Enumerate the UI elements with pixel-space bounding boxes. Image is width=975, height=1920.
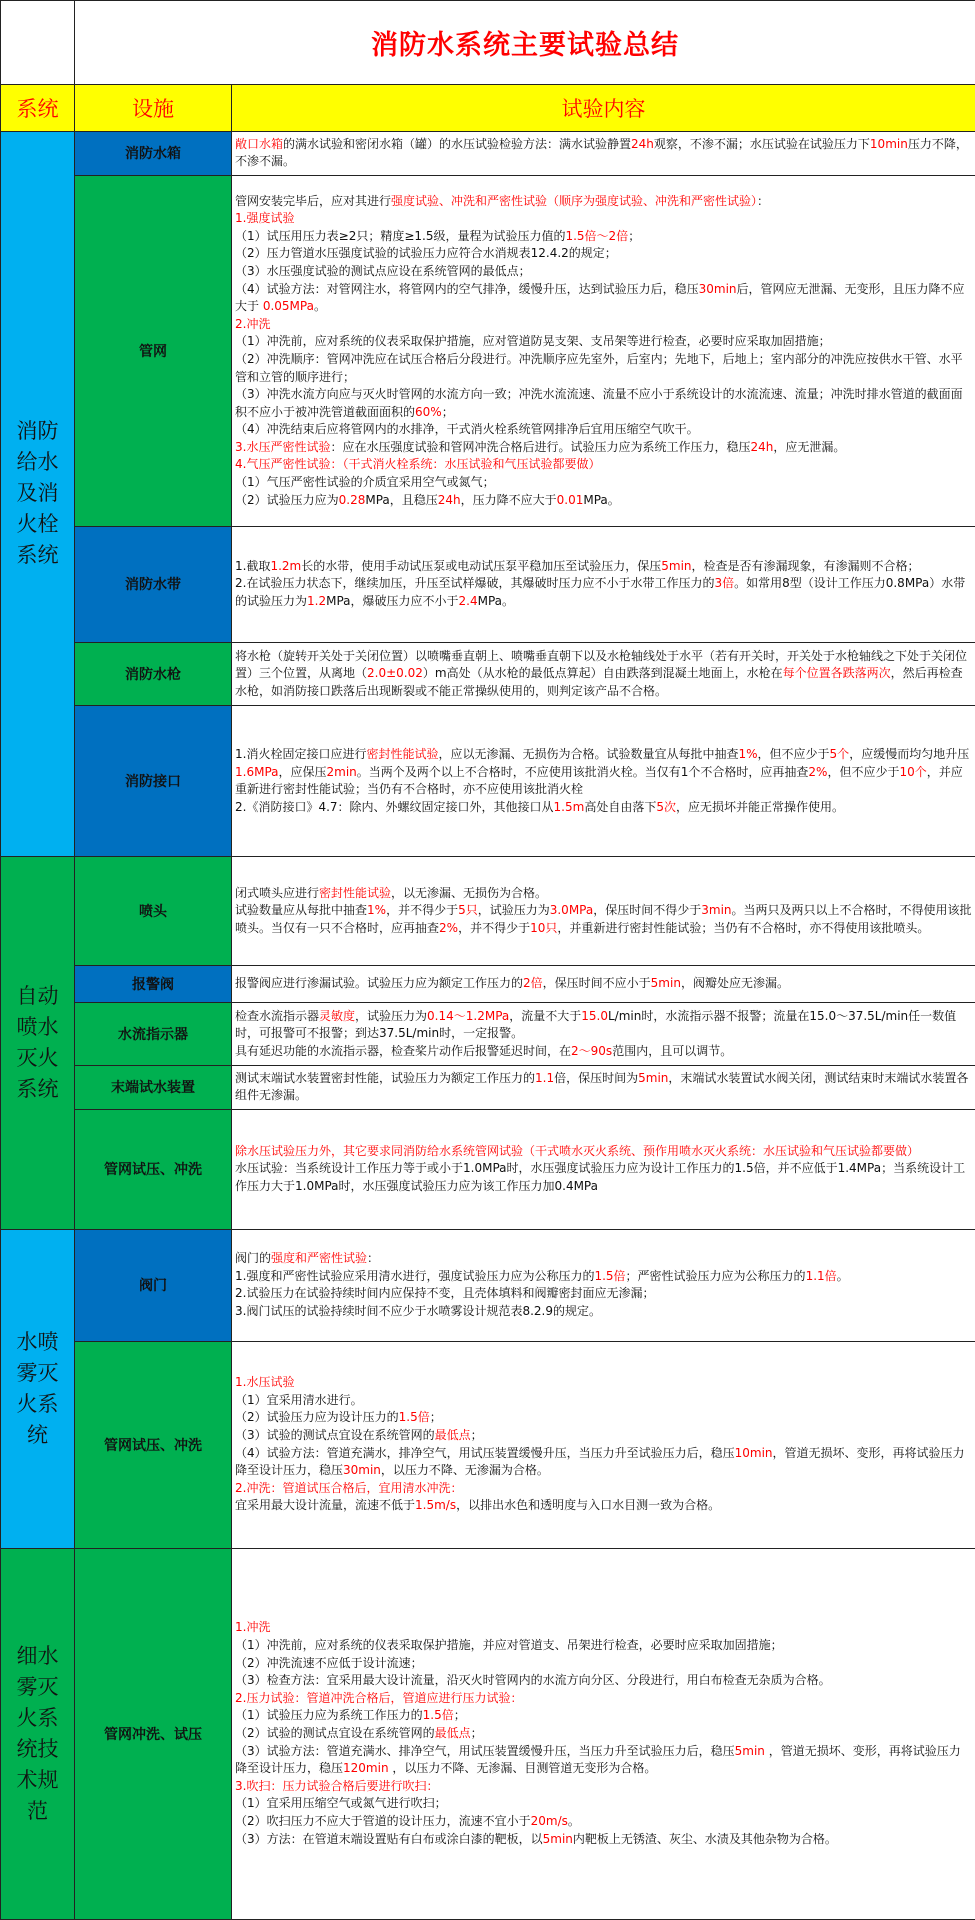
content-line [235,1043,972,1061]
body-text: ； [470,1428,483,1443]
emphasis-text: 4.气压严密性试验：（干式消火栓系统：水压试验和气压试验都要做） [235,457,601,472]
content-line [235,1619,972,1637]
emphasis-text: 30min [698,281,737,296]
body-text: 阀门的 [235,1250,272,1265]
body-text: 水压试验：当系统设计工作压力等于或小于1.0MPa时，水压强度试验压力应为设计工作压力的1.5倍，并不应低于1.4MPa；当系统设计工作压力大于1.0MPa时，水压强度试验压力应为该工作压力加0.4MPa [235,1161,966,1193]
body-text: 观察，不渗不漏；水压试验在试验压力下 [653,136,870,151]
body-text: ：应在水压强度试验和管网冲洗合格后进行。试验压力应为系统工作压力，稳压 [330,439,751,454]
table-row [1,1341,975,1548]
body-text: （2）试验压力应为 [235,492,339,507]
body-text: 。当两只及两只以上不合格时，不得使用该批喷头。当仅有一只不合格时，应再抽查 [235,903,972,936]
content-line [235,351,972,386]
emphasis-text: 1.5m/s [415,1498,457,1513]
body-text: ； [429,1410,442,1425]
body-text: 3.阀门试压的试验持续时间不应少于水喷雾设计规范表8.2.9的规定。 [235,1303,601,1318]
emphasis-text: 1.1倍 [805,1268,837,1283]
body-text: 试验数量应从每批中抽查 [235,903,368,918]
emphasis-text: 强度试验、冲洗和严密性试验（顺序为强度试验、冲洗和严密性试验） [391,193,758,208]
test-content-cell [232,1548,975,1919]
body-text: ； [628,228,641,243]
body-text: 1.强度和严密性试验应采用清水进行，强度试验压力应为公称压力的 [235,1268,595,1283]
content-line [235,1143,972,1161]
emphasis-text: 0.01 [556,492,584,507]
content-line [235,1008,972,1043]
content-line [235,1655,972,1673]
table-row [1,176,975,526]
emphasis-text: 10只 [530,921,558,936]
content-line [235,1374,972,1392]
header-facility: 设施 [75,84,232,131]
body-text: （2）试验的测试点宜设在系统管网的 [235,1726,435,1740]
facility-name-cell: 管网试压、冲洗 [75,1109,232,1229]
body-text: （4）试验方法：对管网注水，将管网内的空气排净，缓慢升压，达到试验压力后，稳压 [235,281,699,296]
body-text: ，应缓慢而均匀地升压 [849,746,970,761]
body-text: ，并重新进行密封性能试验；当仍有不合格时，亦不得使用该批喷头。 [557,921,930,936]
body-text: ，然后再检查水枪，如消防接口跌落后出现断裂或不能正常操纵使用的，则判定该产品不合格。 [235,666,963,698]
body-text: ； [441,404,454,419]
body-text: 压力不降，不渗不漏。 [235,136,968,169]
content-line [235,1303,972,1321]
facility-name-cell: 管网 [75,176,232,526]
body-text: 测试末端试水装置密封性能，试验压力为额定工作压力的 [235,1070,536,1085]
body-text: （2）吹扫压力不应大于管道的设计压力，流速不宜小于 [235,1813,531,1828]
body-text: ，阀瓣处应无渗漏。 [680,976,789,991]
body-text: ： [367,1250,380,1265]
page-title: 消防水系统主要试验总结 [75,1,975,85]
emphasis-text: 敞口水箱 [235,136,284,151]
content-line [235,746,972,799]
emphasis-text: 60% [415,404,442,419]
emphasis-text: 5次 [656,799,676,814]
emphasis-text: 3.吹扫：压力试验合格后要进行吹扫： [235,1778,439,1793]
emphasis-text: 30min [343,1463,381,1478]
content-line [235,1497,972,1515]
body-text: ；严密性试验压力应为公称压力的 [625,1268,806,1283]
emphasis-text: 灵敏度 [319,1008,356,1023]
emphasis-text: 2% [439,921,459,936]
content-line [235,1160,972,1195]
content-line [235,333,972,351]
emphasis-text: 24h [631,136,654,151]
body-text: （1）宜采用清水进行。 [235,1392,363,1407]
body-text: 长的水带，使用手动试压泵或电动试压泵平稳加压至试验压力，保压 [301,558,662,573]
emphasis-text: 5min [638,1070,669,1085]
body-text: ，保压时间不应小于 [542,976,651,991]
content-line [235,975,972,993]
body-text: 。当两个及两个以上不合格时，不应使用该批消火栓。当仅有1个不合格时，应再抽查 [356,764,809,779]
header-row [1,84,975,131]
body-text: （2）冲洗顺序：管网冲洗应在试压合格后分段进行。冲洗顺序应先室外，后室内；先地下，后地上；室内部分的冲洗应按供水干管、水平管和立管的顺序进行； [235,351,963,384]
facility-name-cell: 水流指示器 [75,1003,232,1066]
content-line [235,1725,972,1743]
content-line [235,210,972,228]
emphasis-text: 1.强度试验 [235,211,295,226]
emphasis-text: 0.14～1.2MPa [427,1008,510,1023]
test-content-cell [232,526,975,643]
emphasis-text: 2min [326,764,357,779]
content-line [235,902,972,937]
emphasis-text: 10min [869,136,908,151]
emphasis-text: 2.压力试验：管道冲洗合格后，管道应进行压力试验： [235,1690,523,1705]
system-name-cell: 细水雾灭火系统技术规范 [1,1548,75,1919]
body-text: （3）方法：在管道末端设置贴有白布或涂白漆的靶板，以 [235,1831,543,1846]
body-text: ，管道无损坏、变形，再将试验压力降至设计压力，稳压 [235,1445,965,1478]
facility-name-cell: 阀门 [75,1229,232,1341]
emphasis-text: 1.6MPa [235,764,279,779]
body-text: 高处自由落下 [584,799,657,814]
test-content-cell [232,1341,975,1548]
content-line [235,1743,972,1778]
body-text: MPa。 [477,594,515,609]
emphasis-text: 3.0MPa [549,903,594,918]
content-line [235,1250,972,1268]
content-line [235,474,972,492]
body-text: （1）试压用压力表≥2只；精度≥1.5级，量程为试验压力值的 [235,228,566,243]
body-text: MPa。 [583,492,620,507]
body-text: ，但不应少于 [757,746,830,761]
body-text: （4）冲洗结束后应将管网内的水排净，干式消火栓系统管网排净后宜用压缩空气吹干。 [235,422,699,437]
body-text: （1）气压严密性试验的介质宜采用空气或氮气； [235,475,495,490]
facility-name-cell: 喷头 [75,857,232,966]
table-row [1,1003,975,1066]
body-text: ，并不得少于 [386,903,459,918]
emphasis-text: 1.5倍 [398,1410,430,1425]
test-content-cell [232,1066,975,1110]
content-line [235,1707,972,1725]
emphasis-text: 0.05MPa [262,299,314,314]
body-text: （3）水压强度试验的测试点应设在系统管网的最低点； [235,263,531,278]
test-content-cell [232,857,975,966]
content-line [235,799,972,817]
body-text: 1.消火栓固定接口应进行 [235,746,367,761]
facility-name-cell: 消防水枪 [75,643,232,706]
emphasis-text: 10min [734,1445,773,1460]
content-line [235,1480,972,1498]
body-text: ，管道无损坏、变形，再将试验压力降至设计压力，稳压 [235,1743,961,1776]
emphasis-text: 20m/s [530,1813,568,1828]
table-row [1,131,975,176]
content-line [235,1831,972,1849]
body-text: ，以无渗漏、无损伤为合格。 [391,885,548,900]
emphasis-text: 15.0 [581,1008,608,1023]
content-line [235,228,972,246]
emphasis-text: 2% [808,764,828,779]
emphasis-text: 1.水压试验 [235,1375,295,1390]
body-text: （1）冲洗前，应对系统的仪表采取保护措施，并应对管道支、吊架进行检查，必要时应采取加固措施； [235,1638,783,1653]
emphasis-text: 2～90s [571,1043,613,1058]
content-line [235,648,972,701]
emphasis-text: 1.2 [307,594,327,609]
test-content-cell [232,1109,975,1229]
system-name-cell: 消防给水及消火栓系统 [1,131,75,857]
body-text: ，以压力不降、无渗漏为合格。 [380,1463,549,1478]
test-content-cell [232,1229,975,1341]
body-text: ，保压时间不得少于 [593,903,702,918]
test-content-cell [232,966,975,1003]
emphasis-text: 5只 [458,903,478,918]
emphasis-text: 密封性能试验 [366,746,439,761]
emphasis-text: 最低点 [434,1428,471,1443]
content-line [235,575,972,610]
emphasis-text: 24h [437,492,461,507]
body-text: ，检查是否有渗漏现象，有渗漏则不合格； [691,558,920,573]
content-line [235,1070,972,1105]
emphasis-text: 2.冲洗 [235,316,271,331]
body-text: MPa，且稳压 [365,492,438,507]
content-line [235,492,972,510]
content-line [235,136,972,171]
emphasis-text: 最低点 [434,1726,471,1740]
table-row [1,643,975,706]
content-line [235,1690,972,1708]
test-content-cell [232,131,975,176]
body-text: 管网安装完毕后，应对其进行 [235,193,392,208]
emphasis-text: 5个 [829,746,850,761]
emphasis-text: 5min [650,976,681,991]
body-text: 1.截取 [235,558,271,573]
body-text: 倍，保压时间为 [554,1070,639,1085]
table-row [1,1229,975,1341]
body-text: ，试验压力为 [355,1008,428,1023]
body-text: ，应无损坏并能正常操作使用。 [675,799,844,814]
body-text: 。 [836,1268,849,1283]
body-text: ，试验压力为 [477,903,550,918]
body-text: （1）试验压力应为系统工作压力的 [235,1708,423,1723]
facility-name-cell: 末端试水装置 [75,1066,232,1110]
body-text: ，末端试水装置试水阀关闭，测试结束时末端试水装置各组件无渗漏。 [235,1070,969,1103]
emphasis-text: 0.28 [338,492,366,507]
emphasis-text: 2.冲洗：管道试压合格后，宜用清水冲洗： [235,1480,463,1495]
content-line [235,1795,972,1813]
emphasis-text: 1% [367,903,387,918]
content-line [235,1672,972,1690]
facility-name-cell: 消防水带 [75,526,232,643]
emphasis-text: 1.5m [553,799,585,814]
emphasis-text: 每个位置各跌落两次 [782,666,891,681]
body-text: （1）宜采用压缩空气或氮气进行吹扫； [235,1796,447,1811]
body-text: 闭式喷头应进行 [235,885,320,900]
content-line [235,439,972,457]
body-text: ； [453,1708,466,1723]
content-line [235,386,972,421]
body-text: （3）试验方法：管道充满水、排净空气，用试压装置缓慢升压，当压力升至试验压力后，稳压 [235,1743,735,1758]
emphasis-text: 1% [738,746,758,761]
emphasis-text: 2倍 [523,976,543,991]
body-text: ，以排出水色和透明度与入口水目测一致为合格。 [456,1498,721,1513]
body-text: 后，管网应无泄漏、无变形，且压力降不应大于 [235,281,965,314]
content-line [235,263,972,281]
emphasis-text: 2.4 [458,594,478,609]
emphasis-text: 1.1 [535,1070,555,1085]
emphasis-text: 1.5倍 [594,1268,626,1283]
facility-name-cell: 消防水箱 [75,131,232,176]
emphasis-text: 1.5倍～2倍 [565,228,629,243]
emphasis-text: 5min [734,1743,765,1758]
emphasis-text: 5min [661,558,692,573]
emphasis-text: 3倍 [714,576,735,591]
body-text: （2）冲洗流速不应低于设计流速； [235,1655,423,1670]
emphasis-text: 3.水压严密性试验 [235,439,331,454]
content-line [235,1285,972,1303]
body-text: （2）试验压力应为设计压力的 [235,1410,399,1425]
table-row [1,1548,975,1919]
content-line [235,245,972,263]
body-text: MPa，爆破压力应不小于 [326,594,459,609]
test-content-cell [232,176,975,526]
content-line [235,193,972,211]
content-line [235,316,972,334]
body-text: 。如常用8型（设计工作压力0.8MPa）水带的试验压力为 [235,576,966,609]
content-line [235,421,972,439]
table-row [1,1066,975,1110]
body-text: ，流量不大于 [509,1008,582,1023]
content-line [235,885,972,903]
body-text: ，压力降不应大于 [460,492,557,507]
test-content-cell [232,643,975,706]
body-text: 的满水试验和密闭水箱（罐）的水压试验检验方法：满水试验静置 [283,136,632,151]
content-line [235,1392,972,1410]
body-text: 具有延迟功能的水流指示器，检查桨片动作后报警延迟时间，在 [235,1043,572,1058]
body-text: ，但不应少于 [827,764,900,779]
body-text: ，以压力不降、无渗漏、目测管道无变形为合格。 [388,1761,657,1776]
table-row [1,857,975,966]
emphasis-text: 除水压试验压力外，其它要求同消防给水系统管网试验（干式喷水灭火系统、预作用喷水灭火系统：水压试验和气压试验都要做） [235,1143,920,1158]
content-line [235,1427,972,1445]
body-text: 2.在试验压力状态下，继续加压，升压至试样爆破，其爆破时压力应不小于水带工作压力的 [235,576,715,591]
emphasis-text: 2.0±0.02 [367,666,423,681]
body-text: （4）试验方法：管道充满水，排净空气，用试压装置缓慢升压，当压力升至试验压力后，稳压 [235,1445,735,1460]
body-text: （3）检查方法：宜采用最大设计流量，沿灭火时管网内的水流方向分区、分段进行，用白布检查无杂质为合格。 [235,1673,831,1688]
body-text: （2）压力管道水压强度试验的试验压力应符合水消规表12.4.2的规定； [235,246,617,261]
body-text: ； [470,1726,483,1740]
test-content-cell [232,705,975,856]
body-text: 内靶板上无锈渣、灰尘、水渍及其他杂物为合格。 [572,1831,837,1846]
body-text: ，应以无渗漏、无损伤为合格。试验数量宜从每批中抽查 [438,746,739,761]
emphasis-text: 1.冲洗 [235,1620,271,1635]
facility-name-cell: 管网冲洗、试压 [75,1548,232,1919]
content-line [235,1445,972,1480]
emphasis-text: 24h [750,439,774,454]
body-text: ，应无泄漏。 [773,439,846,454]
content-line [235,1637,972,1655]
system-name-cell: 自动喷水灭火系统 [1,857,75,1229]
table-row [1,526,975,643]
body-text: （1）冲洗前，应对系统的仪表采取保护措施，应对管道防晃支架、支吊架等进行检查，必要时应采取加固措施； [235,334,831,349]
emphasis-text: 密封性能试验 [319,885,392,900]
table-row [1,705,975,856]
content-line [235,1778,972,1796]
body-text: 范围内，且可以调节。 [612,1043,733,1058]
body-text: ： [757,193,770,208]
emphasis-text: 5min [542,1831,573,1846]
body-text: ，应保压 [278,764,327,779]
body-text: L/min时，水流指示器不报警；流量在15.0～37.5L/min任一数值时，可报警可不报警；到达37.5L/min时，一定报警。 [235,1008,957,1041]
title-row [1,1,975,85]
test-content-cell [232,1003,975,1066]
emphasis-text: 强度和严密性试验 [271,1250,368,1265]
content-line [235,456,972,474]
content-line [235,1268,972,1286]
facility-name-cell: 报警阀 [75,966,232,1003]
title-spacer [1,1,75,85]
system-name-cell: 水喷雾灭火系统 [1,1229,75,1548]
facility-name-cell: 管网试压、冲洗 [75,1341,232,1548]
body-text: 检查水流指示器 [235,1008,320,1023]
content-line [235,1813,972,1831]
header-system: 系统 [1,84,75,131]
body-text: ）m高处（从水枪的最低点算起）自由跌落到混凝土地面上，水枪在 [422,666,783,681]
body-text: 。 [313,299,326,314]
emphasis-text: 3min [701,903,732,918]
content-line [235,281,972,316]
emphasis-text: 1.5倍 [422,1708,454,1723]
body-text: 2.试验压力在试验持续时间内应保持不变，且壳体填料和阀瓣密封面应无渗漏； [235,1286,655,1301]
body-text: 2.《消防接口》4.7：除内、外螺纹固定接口外，其他接口从 [235,799,554,814]
facility-name-cell: 消防接口 [75,705,232,856]
body-text: 将水枪（旋转开关处于关闭位置）以喷嘴垂直朝上、喷嘴垂直朝下以及水枪轴线处于水平（若有开关时，开关处于水枪轴线之下处于关闭位置）三个位置，从离地（ [235,648,968,681]
emphasis-text: 1.2m [270,558,302,573]
header-content: 试验内容 [232,84,975,131]
body-text: 宜采用最大设计流量，流速不低于 [235,1498,416,1513]
body-text: 。 [567,1813,580,1828]
content-line [235,1409,972,1427]
body-text: ，并不得少于 [458,921,531,936]
body-text: （3）试验的测试点宜设在系统管网的 [235,1428,435,1443]
body-text: 报警阀应进行渗漏试验。试验压力应为额定工作压力的 [235,976,524,991]
emphasis-text: 10个 [899,764,927,779]
content-line [235,558,972,576]
table-row [1,966,975,1003]
body-text: （3）冲洗水流方向应与灭火时管网的水流方向一致；冲洗水流流速、流量不应小于系统设计的水流流速、流量；冲洗时排水管道的截面面积不应小于被冲洗管道截面面积的 [235,387,963,419]
emphasis-text: 120min [343,1761,389,1776]
table-row [1,1109,975,1229]
body-text: ，并应重新进行密封性能试验；当仍有不合格时，亦不应使用该批消火栓 [235,764,963,797]
